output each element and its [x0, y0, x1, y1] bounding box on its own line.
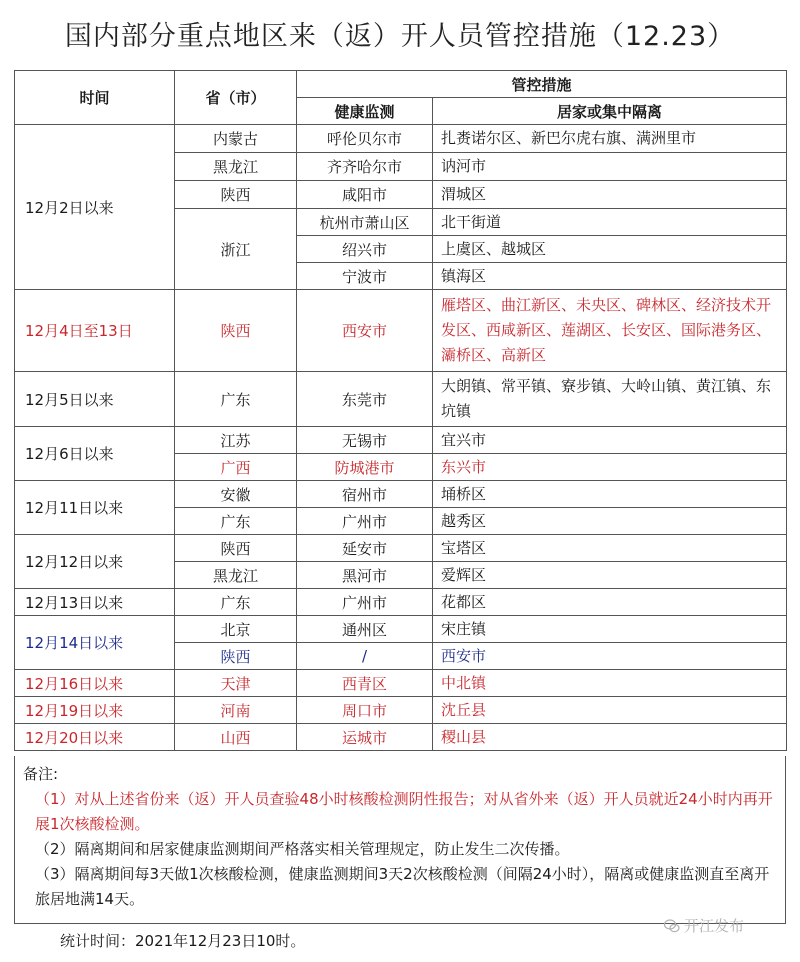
- health-cell: 宁波市: [297, 263, 433, 290]
- header-health: 健康监测: [297, 98, 433, 125]
- wechat-icon: [664, 918, 680, 934]
- quarantine-cell: 沈丘县: [433, 697, 787, 724]
- quarantine-cell: 中北镇: [433, 670, 787, 697]
- time-cell: 12月13日以来: [15, 589, 175, 616]
- time-cell: 12月6日以来: [15, 427, 175, 481]
- time-cell: 12月5日以来: [15, 372, 175, 427]
- note-3: （3）隔离期间每3天做1次核酸检测，健康监测期间3天2次核酸检测（间隔24小时），隔离或健康监测直至离开旅居地满14天。: [35, 865, 770, 908]
- time-cell: 12月12日以来: [15, 535, 175, 589]
- health-cell: 西安市: [297, 290, 433, 372]
- health-cell: 防城港市: [297, 454, 433, 481]
- quarantine-cell: 镇海区: [433, 263, 787, 290]
- time-cell: 12月14日以来: [15, 616, 175, 670]
- notes-label: 备注:: [23, 765, 59, 783]
- table-row: [15, 616, 787, 643]
- table-row: [15, 724, 787, 751]
- province-cell: 广东: [175, 372, 297, 427]
- quarantine-cell: 讷河市: [433, 153, 787, 181]
- province-cell: 黑龙江: [175, 153, 297, 181]
- province-cell: 陕西: [175, 290, 297, 372]
- quarantine-cell: 宋庄镇: [433, 616, 787, 643]
- province-cell: 陕西: [175, 643, 297, 670]
- health-cell: 运城市: [297, 724, 433, 751]
- health-cell: 西青区: [297, 670, 433, 697]
- quarantine-cell: 扎赉诺尔区、新巴尔虎右旗、满洲里市: [433, 125, 787, 153]
- table-row: [15, 481, 787, 508]
- table-row: [15, 427, 787, 454]
- quarantine-cell: 越秀区: [433, 508, 787, 535]
- province-cell: 河南: [175, 697, 297, 724]
- time-cell: 12月20日以来: [15, 724, 175, 751]
- quarantine-cell: 宝塔区: [433, 535, 787, 562]
- header-measures: 管控措施: [297, 71, 787, 98]
- table-row: [15, 125, 787, 153]
- province-cell: 内蒙古: [175, 125, 297, 153]
- health-cell: 咸阳市: [297, 181, 433, 209]
- watermark-text: 开江发布: [684, 917, 745, 935]
- note-1: （1）对从上述省份来（返）开人员查验48小时核酸检测阴性报告；对从省外来（返）开人员就近24小时内再开展1次核酸检测。: [35, 790, 773, 833]
- health-cell: 周口市: [297, 697, 433, 724]
- time-cell: 12月4日至13日: [15, 290, 175, 372]
- table-row: [15, 290, 787, 372]
- quarantine-cell: 花都区: [433, 589, 787, 616]
- health-cell: 杭州市萧山区: [297, 209, 433, 236]
- quarantine-cell: 埇桥区: [433, 481, 787, 508]
- province-cell: 陕西: [175, 181, 297, 209]
- quarantine-cell: 爱辉区: [433, 562, 787, 589]
- health-cell: 绍兴市: [297, 236, 433, 263]
- quarantine-cell: 雁塔区、曲江新区、未央区、碑林区、经济技术开发区、西咸新区、莲湖区、长安区、国际港务区、灞桥区、高新区: [433, 290, 787, 372]
- table-row: [15, 670, 787, 697]
- province-cell: 天津: [175, 670, 297, 697]
- header-province: 省（市）: [175, 71, 297, 125]
- page-title: 国内部分重点地区来（返）开人员管控措施（12.23）: [64, 21, 736, 52]
- quarantine-cell: 宜兴市: [433, 427, 787, 454]
- health-cell: 通州区: [297, 616, 433, 643]
- header-quarantine: 居家或集中隔离: [433, 98, 787, 125]
- quarantine-cell: 北干街道: [433, 209, 787, 236]
- province-cell: 北京: [175, 616, 297, 643]
- quarantine-cell: 渭城区: [433, 181, 787, 209]
- province-cell: 陕西: [175, 535, 297, 562]
- health-cell: 广州市: [297, 508, 433, 535]
- health-cell: /: [297, 643, 433, 670]
- quarantine-cell: 稷山县: [433, 724, 787, 751]
- quarantine-cell: 西安市: [433, 643, 787, 670]
- province-cell: 黑龙江: [175, 562, 297, 589]
- table-row: [15, 589, 787, 616]
- health-cell: 广州市: [297, 589, 433, 616]
- table-row: [15, 535, 787, 562]
- measures-table: [14, 70, 787, 751]
- quarantine-cell: 大朗镇、常平镇、寮步镇、大岭山镇、黄江镇、东坑镇: [433, 372, 787, 427]
- province-cell: 广东: [175, 589, 297, 616]
- province-cell: 山西: [175, 724, 297, 751]
- health-cell: 黑河市: [297, 562, 433, 589]
- table-row: [15, 697, 787, 724]
- health-cell: 齐齐哈尔市: [297, 153, 433, 181]
- health-cell: 宿州市: [297, 481, 433, 508]
- province-cell: 安徽: [175, 481, 297, 508]
- province-cell: 江苏: [175, 427, 297, 454]
- time-cell: 12月19日以来: [15, 697, 175, 724]
- header-time: 时间: [15, 71, 175, 125]
- health-cell: 东莞市: [297, 372, 433, 427]
- quarantine-cell: 东兴市: [433, 454, 787, 481]
- note-2: （2）隔离期间和居家健康监测期间严格落实相关管理规定，防止发生二次传播。: [35, 840, 570, 858]
- health-cell: 呼伦贝尔市: [297, 125, 433, 153]
- province-cell: 广西: [175, 454, 297, 481]
- health-cell: 延安市: [297, 535, 433, 562]
- province-cell: 广东: [175, 508, 297, 535]
- quarantine-cell: 上虞区、越城区: [433, 236, 787, 263]
- stat-time: 统计时间：2021年12月23日10时。: [60, 932, 306, 950]
- time-cell: 12月16日以来: [15, 670, 175, 697]
- notes-section: [14, 756, 786, 924]
- watermark: [664, 915, 744, 936]
- time-cell: 12月11日以来: [15, 481, 175, 535]
- table-row: [15, 372, 787, 427]
- province-cell: 浙江: [175, 209, 297, 290]
- time-cell: 12月2日以来: [15, 125, 175, 290]
- health-cell: 无锡市: [297, 427, 433, 454]
